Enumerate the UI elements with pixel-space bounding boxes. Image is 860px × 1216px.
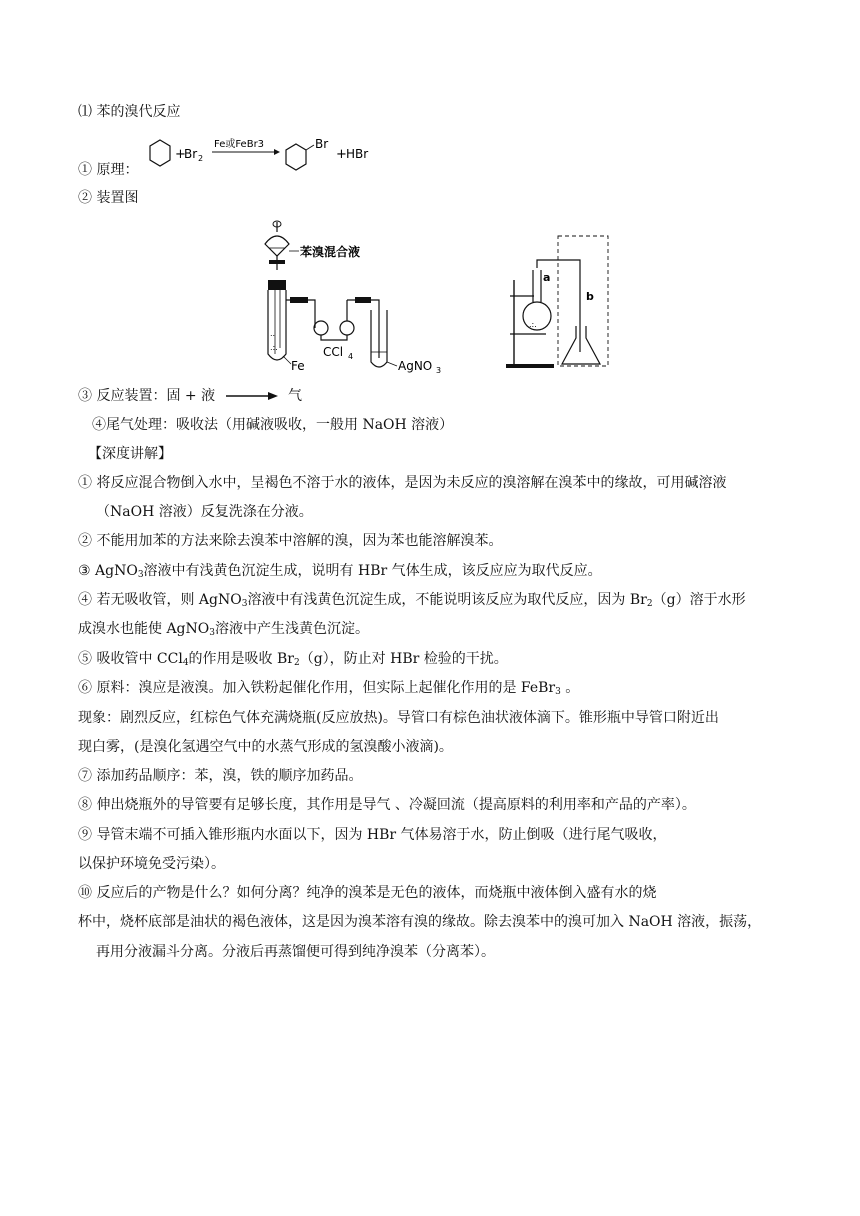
point-4b — [78, 619, 369, 643]
point-4b-sub: 3 — [209, 628, 215, 638]
ccl4-label: CCl — [323, 345, 344, 359]
label-a: a — [543, 271, 551, 284]
point-4-pre: ④ 若无吸收管，则 AgNO — [78, 592, 242, 608]
reagent-br2: Br — [184, 147, 198, 161]
arrow-icon — [224, 390, 280, 402]
apparatus-label: ② 装置图 — [78, 190, 139, 206]
point-8: ⑧ 伸出烧瓶外的导管要有足够长度，其作用是导气 、冷凝回流（提高原料的利用率和产品的产率）。 — [78, 797, 696, 813]
point-2: ② 不能用加苯的方法来除去溴苯中溶解的溴，因为苯也能溶解溴苯。 — [78, 533, 503, 549]
point-4-post: （g）溶于水形 — [652, 592, 746, 608]
point-1b: （NaOH 溶液）反复洗涤在分液。 — [96, 504, 313, 520]
point-4-sub: 3 — [241, 599, 248, 609]
benzene-ring-icon — [150, 140, 170, 166]
reagent-br2-sub: 2 — [198, 154, 204, 163]
bromobenzene-icon — [286, 144, 314, 170]
point-5-sub2: 2 — [293, 658, 300, 668]
agno3-label: AgNO — [398, 359, 433, 373]
catalyst-label: Fe或FeBr3 — [214, 139, 265, 150]
ccl4-sub: 4 — [348, 352, 354, 361]
phenomenon-b: 现白雾，(是溴化氢遇空气中的水蒸气形成的氢溴酸小液滴)。 — [78, 739, 453, 755]
point-5-mid: 的作用是吸收 Br — [188, 651, 294, 667]
point-5-post: （g），防止对 HBr 检验的干扰。 — [299, 651, 508, 667]
point-6-sub: 3 — [555, 687, 561, 697]
point-3-pre: ③ AgNO — [78, 563, 138, 579]
principle-label: ① 原理： — [78, 162, 139, 178]
absorption-bulbs-icon — [314, 300, 354, 340]
reaction-equation — [148, 132, 408, 180]
point-4-mid: 溶液中有浅黄色沉淀生成，不能说明该反应为取代反应，因为 Br — [247, 592, 647, 608]
point-6-post: 。 — [560, 680, 580, 696]
byproduct-hbr: HBr — [346, 147, 369, 161]
reaction-device-text: ③ 反应装置：固 + 液 — [78, 388, 216, 404]
point-9a: ⑨ 导管末端不可插入锥形瓶内水面以下，因为 HBr 气体易溶于水，防止倒吸（进行尾气吸收， — [78, 827, 667, 843]
point-9b: 以保护环境免受污染）。 — [78, 856, 225, 872]
point-10c: 再用分液漏斗分离。分液后再蒸馏便可得到纯净溴苯（分离苯）。 — [96, 944, 495, 960]
svg-text:.:.: .:. — [270, 343, 278, 352]
reaction-device-line — [78, 386, 302, 406]
point-3-sub: 3 — [137, 570, 144, 580]
reaction-device-gas: 气 — [288, 388, 302, 404]
svg-text:..: .. — [270, 329, 276, 338]
point-4b-post: 溶液中产生浅黄色沉淀。 — [214, 621, 369, 637]
point-6-pre: ⑥ 原料：溴应是液溴。加入铁粉起催化作用，但实际上起催化作用的是 FeBr — [78, 680, 556, 696]
plus-sign-2: + — [336, 147, 347, 162]
fe-label: Fe — [291, 359, 305, 373]
funnel-label: 苯溴混合液 — [300, 245, 361, 259]
point-6 — [78, 678, 579, 702]
apparatus-right-diagram — [500, 230, 620, 370]
tail-gas-line: ④尾气处理：吸收法（用碱液吸收，一般用 NaOH 溶液） — [92, 417, 454, 433]
test-tube-icon — [268, 280, 286, 360]
phenomenon-a: 现象：剧烈反应，红棕色气体充满烧瓶(反应放热)。导管口有棕色油状液体滴下。锥形瓶中导管口附近出 — [78, 710, 719, 726]
section-title: ⑴ 苯的溴代反应 — [78, 104, 181, 120]
dashed-box — [558, 236, 608, 366]
svg-text:.:.: .:. — [529, 320, 537, 329]
apparatus-left-diagram — [255, 218, 450, 378]
product-br: Br — [315, 137, 329, 151]
point-10b: 杯中，烧杯底部是油状的褐色液体，这是因为溴苯溶有溴的缘故。除去溴苯中的溴可加入 NaOH 溶液，振荡， — [78, 914, 762, 930]
plus-sign-1: + — [175, 147, 186, 162]
point-3 — [78, 561, 602, 585]
point-3-post: 溶液中有浅黄色沉淀生成，说明有 HBr 气体生成，该反应应为取代反应。 — [143, 563, 602, 579]
point-1a: ① 将反应混合物倒入水中，呈褐色不溶于水的液体，是因为未反应的溴溶解在溴苯中的缘故，可用碱溶液 — [78, 475, 727, 491]
deep-explanation-title: 【深度讲解】 — [88, 446, 172, 462]
point-5-pre: ⑤ 吸收管中 CCl — [78, 651, 183, 667]
conical-flask-icon — [562, 326, 600, 364]
agno3-sub: 3 — [436, 366, 442, 375]
point-4b-pre: 成溴水也能使 AgNO — [78, 621, 210, 637]
point-4a — [78, 590, 746, 614]
label-b: b — [586, 290, 594, 303]
point-10a: ⑩ 反应后的产物是什么？如何分离？纯净的溴苯是无色的液体，而烧瓶中液体倒入盛有水的烧 — [78, 885, 657, 901]
point-5 — [78, 649, 508, 673]
point-5-sub: 4 — [182, 658, 189, 668]
point-7: ⑦ 添加药品顺序：苯，溴，铁的顺序加药品。 — [78, 768, 363, 784]
separatory-funnel-icon — [265, 221, 289, 270]
point-4-sub2: 2 — [646, 599, 653, 609]
